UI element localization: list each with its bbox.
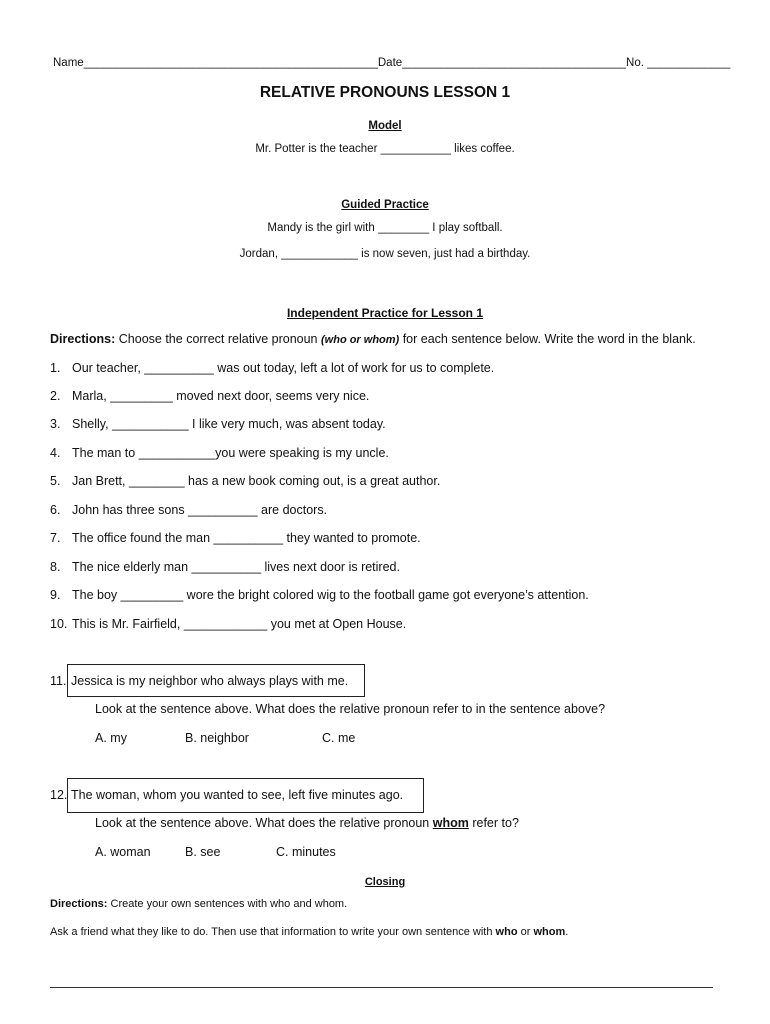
item-sentence: The man to ___________you were speaking is my uncle. bbox=[72, 446, 389, 460]
model-section bbox=[0, 116, 770, 134]
item-number: 1. bbox=[50, 361, 61, 375]
q11-option-a: A. my bbox=[95, 731, 127, 745]
q12-question bbox=[95, 816, 519, 830]
q12-question-post: refer to? bbox=[472, 816, 519, 830]
guided-sentence-2: Jordan, ____________ is now seven, just had a birthday. bbox=[239, 248, 531, 260]
item-sentence: The nice elderly man __________ lives next door is retired. bbox=[72, 560, 400, 574]
directions-hint: (who or whom) bbox=[321, 334, 400, 346]
independent-section bbox=[0, 304, 770, 322]
directions-text-post: for each sentence below. Write the word in the blank. bbox=[402, 332, 696, 346]
closing-directions bbox=[50, 898, 347, 910]
closing-task bbox=[50, 926, 568, 938]
model-heading: Model bbox=[368, 120, 402, 132]
independent-directions bbox=[50, 332, 696, 346]
closing-task-who: who bbox=[495, 926, 518, 938]
item-sentence: The office found the man __________ they wanted to promote. bbox=[72, 531, 421, 545]
q11-number: 11. bbox=[50, 674, 67, 688]
q11-option-b: B. neighbor bbox=[185, 731, 249, 745]
item-number: 6. bbox=[50, 503, 61, 517]
item-sentence: Jan Brett, ________ has a new book coming out, is a great author. bbox=[72, 474, 441, 488]
item-number: 8. bbox=[50, 560, 61, 574]
item-sentence: Marla, _________ moved next door, seems very nice. bbox=[72, 389, 370, 403]
closing-task-whom: whom bbox=[533, 926, 566, 938]
item-number: 7. bbox=[50, 531, 61, 545]
q12-option-a: A. woman bbox=[95, 845, 151, 859]
q12-option-b: B. see bbox=[185, 845, 221, 859]
q11-option-c: C. me bbox=[322, 731, 356, 745]
model-sentence: Mr. Potter is the teacher ___________ likes coffee. bbox=[255, 143, 515, 155]
q12-question-pre: Look at the sentence above. What does the relative pronoun bbox=[95, 816, 430, 830]
item-number: 10. bbox=[50, 617, 68, 631]
item-number: 3. bbox=[50, 417, 61, 431]
item-sentence: Our teacher, __________ was out today, left a lot of work for us to complete. bbox=[72, 361, 495, 375]
guided-heading: Guided Practice bbox=[341, 199, 429, 211]
q11-sentence: Jessica is my neighbor who always plays with me. bbox=[71, 674, 349, 688]
directions-label: Directions: bbox=[50, 332, 116, 346]
item-number: 9. bbox=[50, 588, 61, 602]
q12-sentence: The woman, whom you wanted to see, left five minutes ago. bbox=[71, 788, 404, 802]
closing-task-text: Ask a friend what they like to do. Then use that information to write your own sentence with bbox=[50, 926, 493, 938]
page-title: RELATIVE PRONOUNS LESSON 1 bbox=[259, 84, 511, 101]
item-number: 2. bbox=[50, 389, 61, 403]
answer-line[interactable] bbox=[50, 987, 713, 988]
guided-sentence-1: Mandy is the girl with ________ I play softball. bbox=[267, 222, 503, 234]
closing-task-or: or bbox=[520, 926, 531, 938]
closing-heading: Closing bbox=[364, 876, 406, 888]
item-sentence: Shelly, ___________ I like very much, was absent today. bbox=[72, 417, 386, 431]
directions-text-pre: Choose the correct relative pronoun bbox=[118, 332, 318, 346]
q12-question-word: whom bbox=[432, 816, 469, 830]
q12-option-c: C. minutes bbox=[276, 845, 336, 859]
item-sentence: John has three sons __________ are doctors. bbox=[72, 503, 328, 517]
closing-directions-text: Create your own sentences with who and whom. bbox=[110, 898, 348, 910]
closing-section bbox=[0, 872, 770, 890]
item-number: 4. bbox=[50, 446, 61, 460]
item-sentence: The boy _________ wore the bright colored wig to the football game got everyone’s attention. bbox=[72, 588, 589, 602]
item-number: 5. bbox=[50, 474, 61, 488]
closing-directions-label: Directions: bbox=[50, 898, 108, 910]
independent-heading: Independent Practice for Lesson 1 bbox=[286, 306, 484, 320]
closing-task-end: . bbox=[565, 926, 569, 938]
q12-number: 12. bbox=[50, 788, 68, 802]
q11-question: Look at the sentence above. What does the relative pronoun refer to in the sentence above? bbox=[95, 702, 606, 716]
item-sentence: This is Mr. Fairfield, ____________ you met at Open House. bbox=[72, 617, 407, 631]
guided-section bbox=[0, 195, 770, 213]
header-name-date-no: Name______________________________________________Date___________________________________No. _____________ bbox=[53, 57, 731, 69]
